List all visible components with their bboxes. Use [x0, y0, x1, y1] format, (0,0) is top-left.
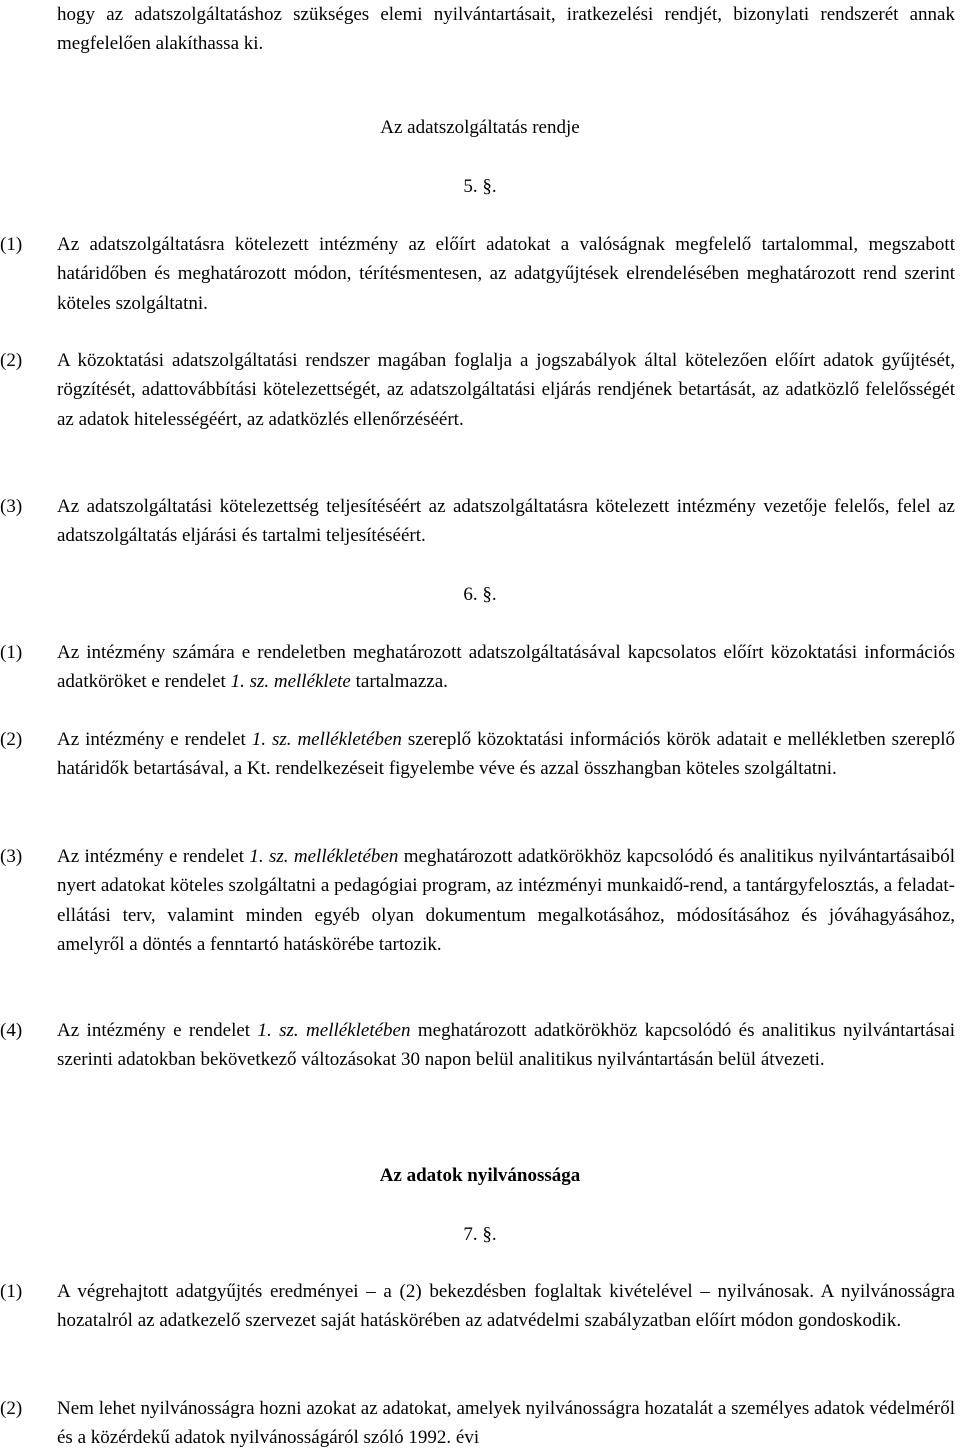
text-part: Az intézmény e rendelet [57, 846, 250, 867]
paragraph-number: (1) [0, 1281, 23, 1302]
paragraph-7-1 [0, 1277, 960, 1336]
section-number-7: 7. §. [463, 1224, 497, 1245]
paragraph-text: Az adatszolgáltatási kötelezettség teljesítéséért az adatszolgáltatásra kötelezett intézmény vezetője felelős, felel az adatszolgáltatás eljárási és tartalmi teljesítéséért. [57, 496, 955, 547]
text-part: meghatározott adatkörökhöz kapcsolódó és analitikus nyilvántartásaiból nyert adatokat köteles szolgáltatni a pedagógiai program, az intézményi munkaidő-rend, a tantárgyfelosztás, a feladat-ellátási terv, valamint minden egyéb olyan dokumentum megalkotásához, módosításához és jóváhagyásához, amelyről a döntés a fenntartó hatáskörébe tartozik. [57, 846, 955, 955]
text-part: Az intézmény e rendelet [57, 729, 252, 750]
annex-reference: 1. sz. melléklete [230, 671, 351, 693]
paragraph-text [57, 842, 955, 959]
paragraph-5-2 [0, 346, 960, 434]
paragraph-number: (2) [0, 1398, 23, 1419]
annex-reference: 1. sz. mellékletében [257, 1020, 411, 1041]
text-part: meghatározott adatkörökhöz kapcsolódó és analitikus nyilvántartásai szerinti adatokban bekövetkező változásokat 30 napon belül analitikus nyilvántartásán belül átvezeti. [57, 1020, 955, 1071]
paragraph-text [57, 725, 955, 784]
paragraph-7-2 [0, 1394, 960, 1453]
paragraph-number: (4) [0, 1020, 23, 1041]
paragraph-number: (1) [0, 642, 23, 663]
paragraph-5-3 [0, 492, 960, 551]
paragraph-5-1 [0, 230, 960, 318]
section-number-5: 5. §. [463, 176, 497, 197]
paragraph-number: (2) [0, 729, 23, 750]
paragraph-text: A közoktatási adatszolgáltatási rendszer magában foglalja a jogszabályok által kötelezően előírt adatok gyűjtését, rögzítését, adattovábbítási kötelezettségét, az adatszolgáltatási eljárás rendjének betartását, az adatközlő felelősségét az adatok hitelességéért, az adatközlés ellenőrzéséért. [57, 350, 955, 430]
paragraph-text [57, 1016, 955, 1075]
paragraph-6-4 [0, 1016, 960, 1075]
section-number-6: 6. §. [463, 584, 497, 605]
text-part: tartalmazza. [350, 671, 448, 693]
intro-paragraph: hogy az adatszolgáltatáshoz szükséges elemi nyilvántartásait, iratkezelési rendjét, bizonylati rendszerét annak megfelelően alakíthassa ki. [57, 4, 955, 55]
paragraph-number: (1) [0, 234, 23, 255]
section-title-adatszolgaltatas-rendje: Az adatszolgáltatás rendje [380, 117, 580, 138]
paragraph-text: Az adatszolgáltatásra kötelezett intézmény az előírt adatokat a valóságnak megfelelő tartalommal, megszabott határidőben és meghatározott módon, térítésmentesen, az adatgyűjtések elrendelésében meghatározott rend szerint köteles szolgáltatni. [57, 234, 955, 314]
paragraph-6-2 [0, 725, 960, 784]
paragraph-number: (3) [0, 846, 23, 867]
paragraph-text: A végrehajtott adatgyűjtés eredményei – a (2) bekezdésben foglaltak kivételével – nyilvánosak. A nyilvánosságra hozatalról az adatkezelő szervezet saját hatáskörében az adatvédelmi szabályzatban előírt módon gondoskodik. [57, 1281, 955, 1332]
paragraph-6-3 [0, 842, 960, 959]
paragraph-6-1 [0, 638, 960, 697]
paragraph-number: (2) [0, 350, 23, 371]
text-part: szereplő közoktatási információs körök adatait e mellékletben szereplő határidők betartásával, a Kt. rendelkezéseit figyelembe véve és azzal összhangban köteles szolgáltatni. [57, 729, 955, 780]
text-part: Az intézmény e rendelet [57, 1020, 258, 1041]
annex-reference: 1. sz. mellékletében [251, 729, 402, 750]
annex-reference: 1. sz. mellékletében [249, 846, 399, 867]
paragraph-text [57, 638, 955, 697]
paragraph-number: (3) [0, 496, 23, 517]
paragraph-text: Nem lehet nyilvánosságra hozni azokat az adatokat, amelyek nyilvánosságra hozatalát a személyes adatok védelméről és a közérdekű adatok nyilvánosságáról szóló 1992. évi [57, 1398, 955, 1449]
section-title-adatok-nyilvanossaga: Az adatok nyilvánossága [379, 1165, 581, 1186]
text-part: Az intézmény számára e rendeletben meghatározott adatszolgáltatásával kapcsolatos előírt közoktatási információs adatköröket e rendelet [57, 642, 955, 693]
